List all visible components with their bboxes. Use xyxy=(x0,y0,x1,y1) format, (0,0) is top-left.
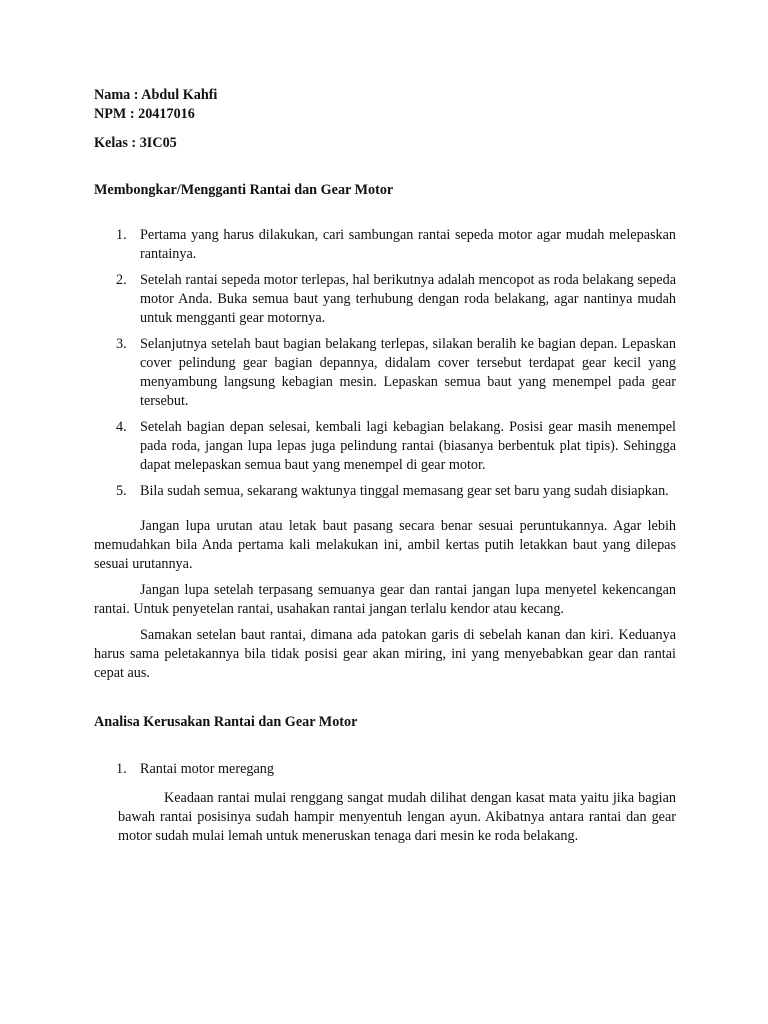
list-item-text: Setelah bagian depan selesai, kembali lagi kebagian belakang. Posisi gear masih menempel pada roda, jangan lupa lepas juga pelindung rantai (biasanya berbentuk plat tipis). Sehingga dapat melepaskan semua baut yang menempel di gear motor. xyxy=(140,419,676,473)
list-item-text: Bila sudah semua, sekarang waktunya tinggal memasang gear set baru yang sudah disiapkan. xyxy=(140,483,669,499)
list-item-number: 5. xyxy=(116,483,127,499)
list-item xyxy=(94,482,676,501)
list-item-number: 1. xyxy=(116,227,127,243)
list-item xyxy=(94,271,676,328)
section-title-dismantle: Membongkar/Mengganti Rantai dan Gear Motor xyxy=(94,182,394,198)
steps-list xyxy=(94,226,676,501)
student-class: Kelas : 3IC05 xyxy=(94,135,177,151)
student-npm: NPM : 20417016 xyxy=(94,106,195,122)
analysis-list-item xyxy=(94,760,676,779)
list-item-number: 1. xyxy=(116,761,127,777)
list-item xyxy=(94,335,676,411)
list-item-number: 2. xyxy=(116,272,127,288)
list-item-text: Rantai motor meregang xyxy=(140,761,274,777)
paragraph: Jangan lupa urutan atau letak baut pasang secara benar sesuai peruntukannya. Agar lebih memudahkan bila Anda pertama kali melakukan ini, ambil kertas putih letakkan baut yang dilepas sesuai urutannya. xyxy=(94,518,676,572)
body-paragraphs xyxy=(94,517,676,683)
list-item xyxy=(94,226,676,264)
list-item xyxy=(94,418,676,475)
list-item-number: 3. xyxy=(116,336,127,352)
section-title-analysis: Analisa Kerusakan Rantai dan Gear Motor xyxy=(94,714,358,730)
paragraph: Jangan lupa setelah terpasang semuanya gear dan rantai jangan lupa menyetel kekencangan rantai. Untuk penyetelan rantai, usahakan rantai jangan terlalu kendor atau kecang. xyxy=(94,582,676,617)
list-item-text: Selanjutnya setelah baut bagian belakang terlepas, silakan beralih ke bagian depan. Lepaskan cover pelindung gear bagian depannya, didalam cover tersebut terdapat gear kecil yang menyambung langsung kebagian mesin. Lepaskan semua baut yang menempel pada gear tersebut. xyxy=(140,336,676,409)
paragraph: Samakan setelan baut rantai, dimana ada patokan garis di sebelah kanan dan kiri. Keduanya harus sama peletakannya bila tidak posisi gear akan miring, ini yang menyebabkan gear dan rantai cepat aus. xyxy=(94,627,676,681)
analysis-paragraph: Keadaan rantai mulai renggang sangat mudah dilihat dengan kasat mata yaitu jika bagian bawah rantai posisinya sudah hampir menyentuh lengan ayun. Akibatnya antara rantai dan gear motor sudah mulai lemah untuk meneruskan tenaga dari mesin ke roda belakang. xyxy=(118,790,676,844)
list-item-number: 4. xyxy=(116,419,127,435)
list-item-text: Pertama yang harus dilakukan, cari sambungan rantai sepeda motor agar mudah melepaskan rantainya. xyxy=(140,227,676,262)
list-item-text: Setelah rantai sepeda motor terlepas, hal berikutnya adalah mencopot as roda belakang sepeda motor Anda. Buka semua baut yang terhubung dengan roda belakang, agar nantinya mudah untuk mengganti gear motornya. xyxy=(140,272,676,326)
student-name: Nama : Abdul Kahfi xyxy=(94,87,218,103)
